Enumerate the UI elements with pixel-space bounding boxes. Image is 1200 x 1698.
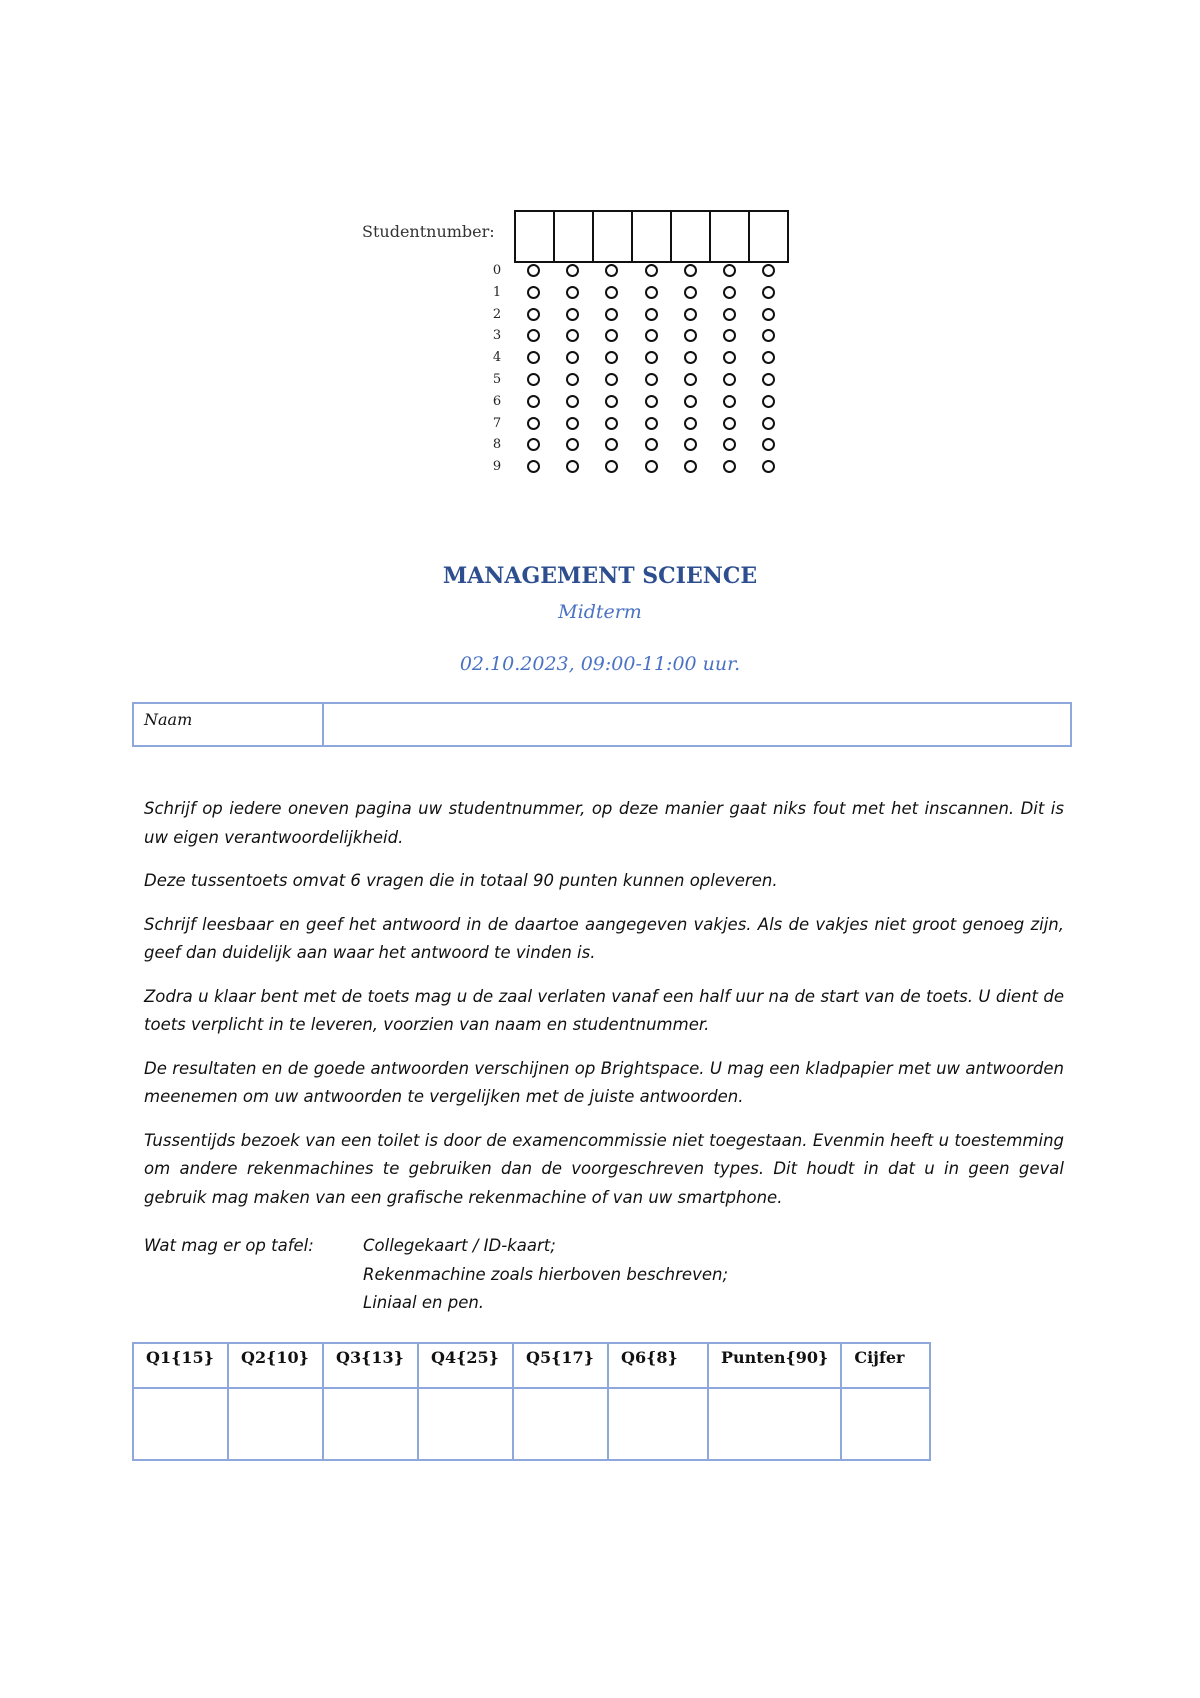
- digit-bubble[interactable]: [723, 308, 736, 321]
- digit-bubble[interactable]: [762, 264, 775, 277]
- score-header-q5: Q5{17}: [513, 1343, 608, 1388]
- digit-bubble[interactable]: [527, 438, 540, 451]
- digit-label: 4: [492, 350, 502, 366]
- digit-bubble[interactable]: [527, 329, 540, 342]
- digit-bubble[interactable]: [762, 308, 775, 321]
- score-header-q1: Q1{15}: [133, 1343, 228, 1388]
- score-header-q2: Q2{10}: [228, 1343, 323, 1388]
- digit-bubble[interactable]: [605, 264, 618, 277]
- digit-label: 1: [492, 284, 502, 300]
- digit-label: 7: [492, 415, 502, 431]
- digit-bubble[interactable]: [645, 264, 658, 277]
- digit-bubble[interactable]: [723, 329, 736, 342]
- digit-label: 0: [492, 263, 502, 278]
- digit-bubble[interactable]: [684, 351, 697, 364]
- digit-bubble[interactable]: [566, 460, 579, 473]
- instructions: [144, 795, 1064, 1227]
- score-table-header-row: [133, 1343, 930, 1388]
- digit-bubble[interactable]: [762, 438, 775, 451]
- digit-bubble[interactable]: [645, 460, 658, 473]
- digit-bubble[interactable]: [723, 460, 736, 473]
- instruction-paragraph: Deze tussentoets omvat 6 vragen die in totaal 90 punten kunnen opleveren.: [144, 871, 778, 890]
- instruction-paragraph: De resultaten en de goede antwoorden verschijnen op Brightspace. U mag een kladpapier met uw antwoorden meenemen om uw antwoorden te vergelijken met de juiste antwoorden.: [144, 1058, 1064, 1106]
- digit-bubble[interactable]: [645, 373, 658, 386]
- digit-bubble[interactable]: [684, 417, 697, 430]
- digit-bubble[interactable]: [684, 329, 697, 342]
- score-cell-total[interactable]: [708, 1388, 841, 1460]
- score-cell-q1[interactable]: [133, 1388, 228, 1460]
- digit-bubble[interactable]: [684, 308, 697, 321]
- digit-bubble[interactable]: [605, 373, 618, 386]
- digit-bubble[interactable]: [684, 460, 697, 473]
- digit-bubble[interactable]: [527, 286, 540, 299]
- instruction-paragraph: Schrijf op iedere oneven pagina uw studentnummer, op deze manier gaat niks fout met het inscannen. Dit is uw eigen verantwoordelijkheid.: [144, 799, 1064, 847]
- name-field[interactable]: [323, 703, 1071, 746]
- digit-bubble[interactable]: [566, 308, 579, 321]
- student-number-boxes: [514, 210, 789, 263]
- digit-bubble[interactable]: [605, 351, 618, 364]
- score-table-entry-row: [133, 1388, 930, 1460]
- digit-bubble[interactable]: [527, 351, 540, 364]
- digit-bubble[interactable]: [762, 351, 775, 364]
- digit-label: 8: [492, 437, 502, 453]
- digit-bubble[interactable]: [566, 417, 579, 430]
- score-table: [132, 1342, 931, 1461]
- score-cell-grade[interactable]: [841, 1388, 930, 1460]
- digit-bubble[interactable]: [723, 286, 736, 299]
- digit-bubble[interactable]: [684, 395, 697, 408]
- page-title: MANAGEMENT SCIENCE: [442, 563, 758, 589]
- score-cell-q4[interactable]: [418, 1388, 513, 1460]
- digit-bubble[interactable]: [762, 395, 775, 408]
- student-number-box[interactable]: [711, 212, 750, 261]
- digit-bubble[interactable]: [645, 351, 658, 364]
- digit-bubble[interactable]: [527, 460, 540, 473]
- score-header-total: Punten{90}: [708, 1343, 841, 1388]
- digit-bubble[interactable]: [566, 329, 579, 342]
- digit-bubble[interactable]: [605, 308, 618, 321]
- digit-bubble[interactable]: [605, 286, 618, 299]
- digit-bubble[interactable]: [645, 395, 658, 408]
- digit-label: 5: [492, 372, 502, 387]
- student-number-box[interactable]: [594, 212, 633, 261]
- allowed-items-list: [363, 1232, 728, 1318]
- digit-bubble[interactable]: [566, 395, 579, 408]
- digit-bubble[interactable]: [684, 438, 697, 451]
- digit-bubble[interactable]: [684, 373, 697, 386]
- digit-label: 2: [492, 306, 502, 322]
- digit-bubble[interactable]: [605, 438, 618, 451]
- score-header-q4: Q4{25}: [418, 1343, 513, 1388]
- digit-bubble[interactable]: [762, 460, 775, 473]
- digit-bubble[interactable]: [762, 329, 775, 342]
- name-table: [132, 702, 1072, 747]
- digit-bubble[interactable]: [645, 417, 658, 430]
- score-cell-q5[interactable]: [513, 1388, 608, 1460]
- student-number-box[interactable]: [672, 212, 711, 261]
- digit-bubble[interactable]: [762, 286, 775, 299]
- allowed-item: Liniaal en pen.: [363, 1293, 485, 1312]
- digit-bubble[interactable]: [645, 329, 658, 342]
- digit-bubble[interactable]: [723, 351, 736, 364]
- digit-bubble[interactable]: [527, 308, 540, 321]
- digit-bubble[interactable]: [605, 395, 618, 408]
- instruction-paragraph: Zodra u klaar bent met de toets mag u de zaal verlaten vanaf een half uur na de start van de toets. U dient de toets verplicht in te leveren, voorzien van naam en studentnummer.: [144, 986, 1064, 1034]
- name-label: Naam: [133, 703, 323, 746]
- digit-bubble[interactable]: [605, 329, 618, 342]
- digit-bubble[interactable]: [723, 395, 736, 408]
- allowed-item: Rekenmachine zoals hierboven beschreven;: [363, 1264, 729, 1284]
- digit-bubble[interactable]: [527, 395, 540, 408]
- digit-bubble[interactable]: [645, 286, 658, 299]
- digit-label: 3: [492, 328, 502, 344]
- digit-bubble[interactable]: [645, 308, 658, 321]
- digit-bubble[interactable]: [527, 417, 540, 430]
- digit-bubble[interactable]: [723, 438, 736, 451]
- page-subtitle: Midterm: [558, 601, 642, 623]
- student-number-box[interactable]: [516, 212, 555, 261]
- digit-bubble[interactable]: [723, 373, 736, 386]
- score-cell-q3[interactable]: [323, 1388, 418, 1460]
- digit-bubble[interactable]: [684, 264, 697, 277]
- instruction-paragraph: Tussentijds bezoek van een toilet is door de examencommissie niet toegestaan. Evenmin heeft u toestemming om andere rekenmachines te gebruiken dan de voorgeschreven types. Dit houdt in dat u in geen geval gebruik mag maken van een grafische rekenmachine of van uw smartphone.: [144, 1130, 1064, 1207]
- digit-bubble[interactable]: [527, 264, 540, 277]
- digit-bubble[interactable]: [566, 438, 579, 451]
- digit-label: 9: [492, 459, 502, 475]
- digit-bubble[interactable]: [566, 351, 579, 364]
- score-cell-q6[interactable]: [608, 1388, 708, 1460]
- student-number-box[interactable]: [750, 212, 789, 261]
- digit-bubble[interactable]: [723, 417, 736, 430]
- allowed-item: Collegekaart / ID-kaart;: [363, 1236, 556, 1255]
- digit-bubble[interactable]: [566, 264, 579, 277]
- score-header-q6: Q6{8}: [608, 1343, 708, 1388]
- digit-label: 6: [492, 393, 502, 409]
- digit-bubble[interactable]: [723, 264, 736, 277]
- student-number-box[interactable]: [633, 212, 672, 261]
- score-cell-q2[interactable]: [228, 1388, 323, 1460]
- digit-bubble[interactable]: [762, 417, 775, 430]
- allowed-label: Wat mag er op tafel:: [144, 1236, 314, 1255]
- digit-bubble[interactable]: [762, 373, 775, 386]
- digit-bubble[interactable]: [566, 286, 579, 299]
- digit-bubble[interactable]: [605, 460, 618, 473]
- student-number-box[interactable]: [555, 212, 594, 261]
- digit-bubble[interactable]: [566, 373, 579, 386]
- digit-bubble[interactable]: [645, 438, 658, 451]
- instruction-paragraph: Schrijf leesbaar en geef het antwoord in de daartoe aangegeven vakjes. Als de vakjes niet groot genoeg zijn, geef dan duidelijk aan waar het antwoord te vinden is.: [144, 914, 1064, 962]
- exam-date: 02.10.2023, 09:00-11:00 uur.: [459, 653, 741, 675]
- score-header-grade: Cijfer: [841, 1343, 930, 1388]
- score-header-q3: Q3{13}: [323, 1343, 418, 1388]
- digit-bubble[interactable]: [684, 286, 697, 299]
- digit-bubble[interactable]: [527, 373, 540, 386]
- digit-bubble[interactable]: [605, 417, 618, 430]
- student-number-label: Studentnumber:: [362, 222, 495, 241]
